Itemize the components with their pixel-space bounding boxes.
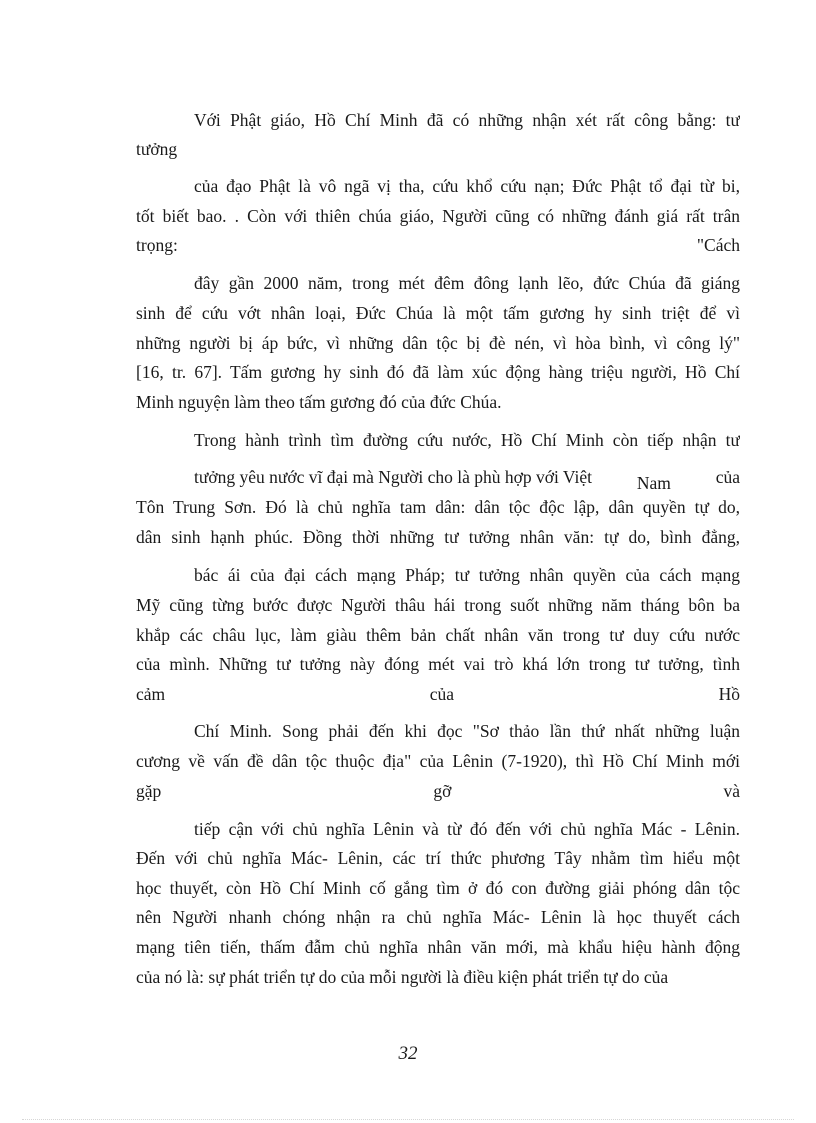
text-word: cảm [136, 684, 166, 704]
footer-divider [22, 1119, 794, 1120]
text-line: Với Phật giáo, Hồ Chí Minh đã có những nhận xét rất công bằng: tư [194, 110, 740, 130]
text-line: những người bị áp bức, vì những dân tộc bị đè nén, vì hòa bình, vì công lý" [136, 333, 740, 353]
text-word: "Cách [696, 235, 740, 255]
text-word: Hồ [718, 684, 740, 704]
text-word: tưởng yêu nước vĩ đại mà Người cho là phù hợp với Việt [194, 467, 593, 487]
justified-line [136, 683, 740, 705]
text-line: mạng tiên tiến, thấm đẫm chủ nghĩa nhân văn mới, mà khẩu hiệu hành động [136, 937, 740, 957]
text-word: gặp [136, 781, 162, 801]
text-line: của mình. Những tư tưởng này đóng mét vai trò khá lớn trong tư tưởng, tình [136, 654, 740, 674]
text-line: [16, tr. 67]. Tấm gương hy sinh đó đã làm xúc động hàng triệu người, Hồ Chí [136, 362, 740, 382]
text-line: của nó là: sự phát triển tự do của mỗi người là điều kiện phát triển tự do của [136, 967, 669, 987]
text-line: nên Người nhanh chóng nhận ra chủ nghĩa Mác- Lênin là học thuyết cách [136, 907, 740, 927]
text-line: Mỹ cũng từng bước được Người thâu hái trong suốt những năm tháng bôn ba [136, 595, 740, 615]
text-line: tưởng [136, 139, 178, 159]
text-word: trọng: [136, 235, 178, 255]
page-number: 32 [398, 1043, 418, 1064]
text-word: Nam [636, 473, 671, 493]
text-line: dân sinh hạnh phúc. Đồng thời những tư tưởng nhân văn: tự do, bình đẳng, [136, 527, 740, 547]
text-line: Minh nguyện làm theo tấm gương đó của đức Chúa. [136, 392, 502, 412]
text-line: sinh để cứu vớt nhân loại, Đức Chúa là một tấm gương hy sinh triệt để vì [136, 303, 740, 323]
text-line: Tôn Trung Sơn. Đó là chủ nghĩa tam dân: dân tộc độc lập, dân quyền tự do, [136, 497, 740, 517]
text-line: bác ái của đại cách mạng Pháp; tư tưởng nhân quyền của cách mạng [194, 565, 740, 585]
justified-line [136, 234, 740, 256]
justified-line [136, 780, 740, 802]
justified-line [194, 466, 740, 493]
text-word: của [429, 684, 455, 704]
text-line: của đạo Phật là vô ngã vị tha, cứu khổ cứu nạn; Đức Phật tổ đại từ bi, [194, 176, 740, 196]
text-word: và [723, 781, 740, 801]
text-line: tiếp cận với chủ nghĩa Lênin và từ đó đến với chủ nghĩa Mác - Lênin. [194, 819, 740, 839]
text-line: tốt biết bao. . Còn với thiên chúa giáo, Người cũng có những đánh giá rất trân [136, 206, 740, 226]
text-line: đây gần 2000 năm, trong mét đêm đông lạnh lẽo, đức Chúa đã giáng [194, 273, 740, 293]
text-line: Trong hành trình tìm đường cứu nước, Hồ Chí Minh còn tiếp nhận tư [194, 430, 740, 450]
text-word: gỡ [433, 781, 452, 801]
text-line: Chí Minh. Song phải đến khi đọc "Sơ thảo lần thứ nhất những luận [194, 721, 740, 741]
text-line: cương về vấn đề dân tộc thuộc địa" của Lênin (7-1920), thì Hồ Chí Minh mới [136, 751, 740, 771]
text-word: của [715, 467, 740, 487]
text-line: Đến với chủ nghĩa Mác- Lênin, các trí thức phương Tây nhằm tìm hiểu một [136, 848, 740, 868]
text-line: khắp các châu lục, làm giàu thêm bản chất nhân văn trong tư duy cứu nước [136, 625, 740, 645]
text-line: học thuyết, còn Hồ Chí Minh cố gắng tìm ở đó con đường giải phóng dân tộc [136, 878, 740, 898]
